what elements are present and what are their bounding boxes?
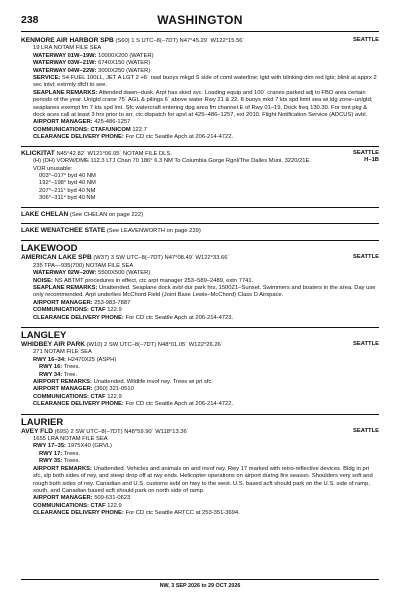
- field-key: COMMUNICATIONS: CTAF/UNICOM: [33, 126, 131, 133]
- airport-name: WHIDBEY AIR PARK: [21, 341, 85, 348]
- field-key: AIRPORT MANAGER:: [33, 299, 93, 306]
- vor-range: 207°–211° byd 40 NM: [39, 187, 96, 194]
- section-lakewood: [21, 240, 379, 254]
- field-value: 122.9: [107, 393, 122, 400]
- field-key: COMMUNICATIONS: CTAF: [33, 393, 106, 400]
- field-key: RWY 17:: [39, 450, 63, 457]
- navaid-info-line: N45°42.82´ W121°06.05´ NOTAM FILE DLS.: [56, 150, 172, 157]
- airport-name: KENMORE AIR HARBOR SPB: [21, 37, 114, 44]
- field-key: AIRPORT MANAGER:: [33, 386, 93, 393]
- field-value: 10000X200 (WATER): [98, 52, 154, 59]
- field-key: WATERWAY 02W–20W:: [33, 270, 97, 277]
- chart-name: SEATTLE: [353, 254, 379, 261]
- entry-lake-chelan: [21, 211, 379, 219]
- field-key: AIRPORT REMARKS:: [33, 379, 92, 386]
- field-key: CLEARANCE DELIVERY PHONE:: [33, 510, 124, 517]
- field-value: 122.7: [132, 126, 147, 133]
- section-title: LAURIER: [21, 416, 64, 428]
- chart-name: [353, 150, 379, 165]
- field-key: CLEARANCE DELIVERY PHONE:: [33, 401, 124, 408]
- field-key: AIRPORT MANAGER:: [33, 119, 93, 126]
- field-key: RWY 16–34:: [33, 356, 66, 363]
- chart-name-secondary: H–1B: [364, 157, 379, 164]
- elevation-line: 1655 LRA NOTAM FILE SEA: [33, 436, 108, 443]
- field-value: Trees.: [63, 450, 81, 457]
- divider: [21, 207, 379, 208]
- section-title: LAKEWOOD: [21, 243, 78, 255]
- field-value: Tree.: [63, 371, 78, 378]
- entry-klickitat: [21, 150, 379, 203]
- airport-name: AMERICAN LAKE SPB: [21, 254, 92, 262]
- entry-avey-fld: [21, 428, 379, 518]
- field-key: COMMUNICATIONS: CTAF: [33, 307, 106, 314]
- field-value: For CD ctc Seattle Apch at 206-214-4722.: [125, 401, 234, 408]
- field-key: RWY 34:: [39, 371, 63, 378]
- vor-range: 192°–198° byd 40 NM: [39, 180, 96, 187]
- chart-name-text: SEATTLE: [353, 149, 379, 156]
- field-key: WATERWAY 01W–19W:: [33, 52, 97, 59]
- crossref-name: LAKE CHELAN: [21, 210, 69, 218]
- field-key: AIRPORT MANAGER:: [33, 495, 93, 502]
- chart-name: SEATTLE: [353, 341, 379, 347]
- field-value: Trees.: [63, 364, 81, 371]
- elevation-line: 271 NOTAM FILE SEA: [33, 349, 92, 356]
- field-value: Unattended. Seaplane dock avbl dur park hrs, 1500Z1–Sunset. Swimmers and boaters in the area. Day use only recommended. Arpt underlies McChord Field (Joint Base Lewis–McChord) Class D Airspace.: [33, 284, 376, 299]
- field-value: H2470X25 (ASPH): [67, 356, 117, 363]
- field-value: (360) 321-0510: [94, 386, 134, 393]
- crossref-text: (See CHELAN on page 222): [69, 211, 144, 218]
- field-key: CLEARANCE DELIVERY PHONE:: [33, 134, 124, 141]
- field-key: COMMUNICATIONS: CTAF: [33, 502, 106, 509]
- field-key: RWY 16:: [39, 364, 63, 371]
- field-key: WATERWAY 03W–21W:: [33, 60, 97, 67]
- field-value: 425-486-1257: [94, 119, 131, 126]
- field-key: WATERWAY 04W–22W:: [33, 67, 97, 74]
- field-value: Attended dawn–dusk. Arpt has sked svc. Loading equip and 100´ cranes parked adj to FBO area certain periods of the year. Unlgtd crane 75´ AGL & pilings 6´ above water Rwy 21 & 22. 8 buoys mkd 7 kts spd limit sea wi ldg zone–unlgtd; seaplanes exempt fm 7 kts spd lmt. Sfc watercraft entering dpg area fm channel E of Rwy 01–19. Dock freq 130.30. For tsnt pkg & dock aces call at least 3 hrs prior to arr, ctc dispatch for apvl at 425–486–1257, ext 2010. Flight Notification Service (ADCUS) avbl.: [33, 89, 373, 119]
- elevation-line: 19 LRA NOTAM FILE SEA: [33, 45, 102, 52]
- page-number: 238: [21, 14, 39, 26]
- divider: [21, 146, 379, 147]
- page-footer: [0, 583, 400, 589]
- field-key: NOISE:: [33, 277, 53, 284]
- field-key: SEAPLANE REMARKS:: [33, 89, 98, 96]
- navaid-name: KLICKITAT: [21, 149, 55, 157]
- field-key: AIRPORT REMARKS:: [33, 465, 92, 472]
- field-value: 5500X500 (WATER): [98, 270, 151, 277]
- entry-american-lake: [21, 254, 379, 322]
- chart-name: SEATTLE: [353, 37, 379, 43]
- navaid-detail: (H) (DH) VORW/DME 112.3 LTJ Chan 70 186° 6.3 NM To Columbia Gorge Rgnl/The Dalles Muni. 3220/21E.: [33, 158, 312, 165]
- effective-dates: NW, 3 SEP 2026 to 29 OCT 2026: [159, 583, 241, 589]
- field-value: NS ABTMT procedures in effect, ctc arpt manager 253–589–2489, extn 7741.: [54, 277, 254, 284]
- field-key: CLEARANCE DELIVERY PHONE:: [33, 314, 124, 321]
- field-value: 6740X150 (WATER): [98, 60, 151, 67]
- page-header: [0, 8, 400, 30]
- airport-info-line: (S60) 1 S UTC–8(–7DT) N47°45.29´ W122°15.56´: [115, 38, 245, 44]
- vor-range: 306°–311° byd 40 NM: [39, 195, 96, 202]
- entry-kenmore: [21, 37, 379, 142]
- field-value: 122.9: [107, 502, 122, 509]
- field-value: 3000X250 (WATER): [98, 67, 151, 74]
- divider: [21, 223, 379, 224]
- field-value: S4 FUEL 100LL, JET A LGT 2 +6´ rawl buoys mkgd S side of coml waterline; lgtd with blinking dim red lgts; blink at apprx 2 sec intvl; extrmly dfclt to see.: [33, 75, 377, 89]
- field-key: RWY 17–35:: [33, 443, 66, 450]
- footer-rule: [21, 579, 379, 580]
- field-value: Unattended. Vehicles and animals on and invof rwy. Rwy 17 marked with retro-reflective devices. Bldg in pri sfc, slp both sides of rwy, and steep drop off at rwy ends. Helicopter operations on airport during fire season. Shoulders very soft and rough both sides of rwy. Canadian and U.S. customs avbl on hwy to the west. U.S. based acft should park on the U.S. side of ramp, south, and Canadian based acft should park on north side of ramp.: [33, 465, 373, 494]
- airport-info-line: (W10) 2 SW UTC–8(–7DT) N48°01.05´ W122°26.26´: [86, 342, 223, 348]
- field-value: 1975X40 (GRVL): [67, 443, 112, 450]
- chart-name: SEATTLE: [353, 427, 379, 434]
- airport-info-line: (69S) 2 SW UTC–8(–7DT) N48°59.90´ W118°13.36´: [54, 428, 189, 435]
- field-value: 509-631-0623: [94, 495, 131, 502]
- crossref-name: LAKE WENATCHEE STATE: [21, 226, 106, 234]
- vor-unusable-label: VOR unusable:: [33, 165, 73, 172]
- section-title: LANGLEY: [21, 330, 67, 341]
- field-value: Trees.: [63, 458, 81, 465]
- field-value: 122.9: [107, 307, 122, 314]
- field-value: For CD ctc Seattle ARTCC at 253-351-3694.: [125, 510, 240, 517]
- section-laurier: [21, 414, 379, 428]
- field-key: SEAPLANE REMARKS:: [33, 284, 98, 291]
- field-key: SERVICE:: [33, 75, 61, 82]
- airport-name: AVEY FLD: [21, 427, 53, 435]
- directory-page: [21, 37, 379, 522]
- entry-lake-wenatchee: [21, 227, 379, 235]
- section-langley: [21, 327, 379, 341]
- state-title: WASHINGTON: [157, 13, 243, 27]
- entry-whidbey-air-park: [21, 341, 379, 409]
- airport-info-line: (W37) 3 SW UTC–8(–7DT) N47°08.49´ W122°33.66´: [93, 255, 230, 262]
- field-value: For CD ctc Seattle Apch at 206-214-4723.: [125, 314, 234, 321]
- crossref-text: (See LEAVENWORTH on page 239): [106, 227, 201, 234]
- field-key: RWY 35:: [39, 458, 63, 465]
- field-value: For CD ctc Seattle Apch at 206-214-4722.: [125, 134, 234, 141]
- field-value: Unattended. Wildlife invof rwy. Trees wi pri sfc.: [93, 379, 213, 386]
- field-value: 253-983-7887: [94, 299, 131, 306]
- vor-range: 003°–017° byd 40 NM: [39, 172, 96, 179]
- header-rule: [21, 31, 379, 32]
- elevation-line: 235 TPA—935(700) NOTAM FILE SEA: [33, 262, 134, 269]
